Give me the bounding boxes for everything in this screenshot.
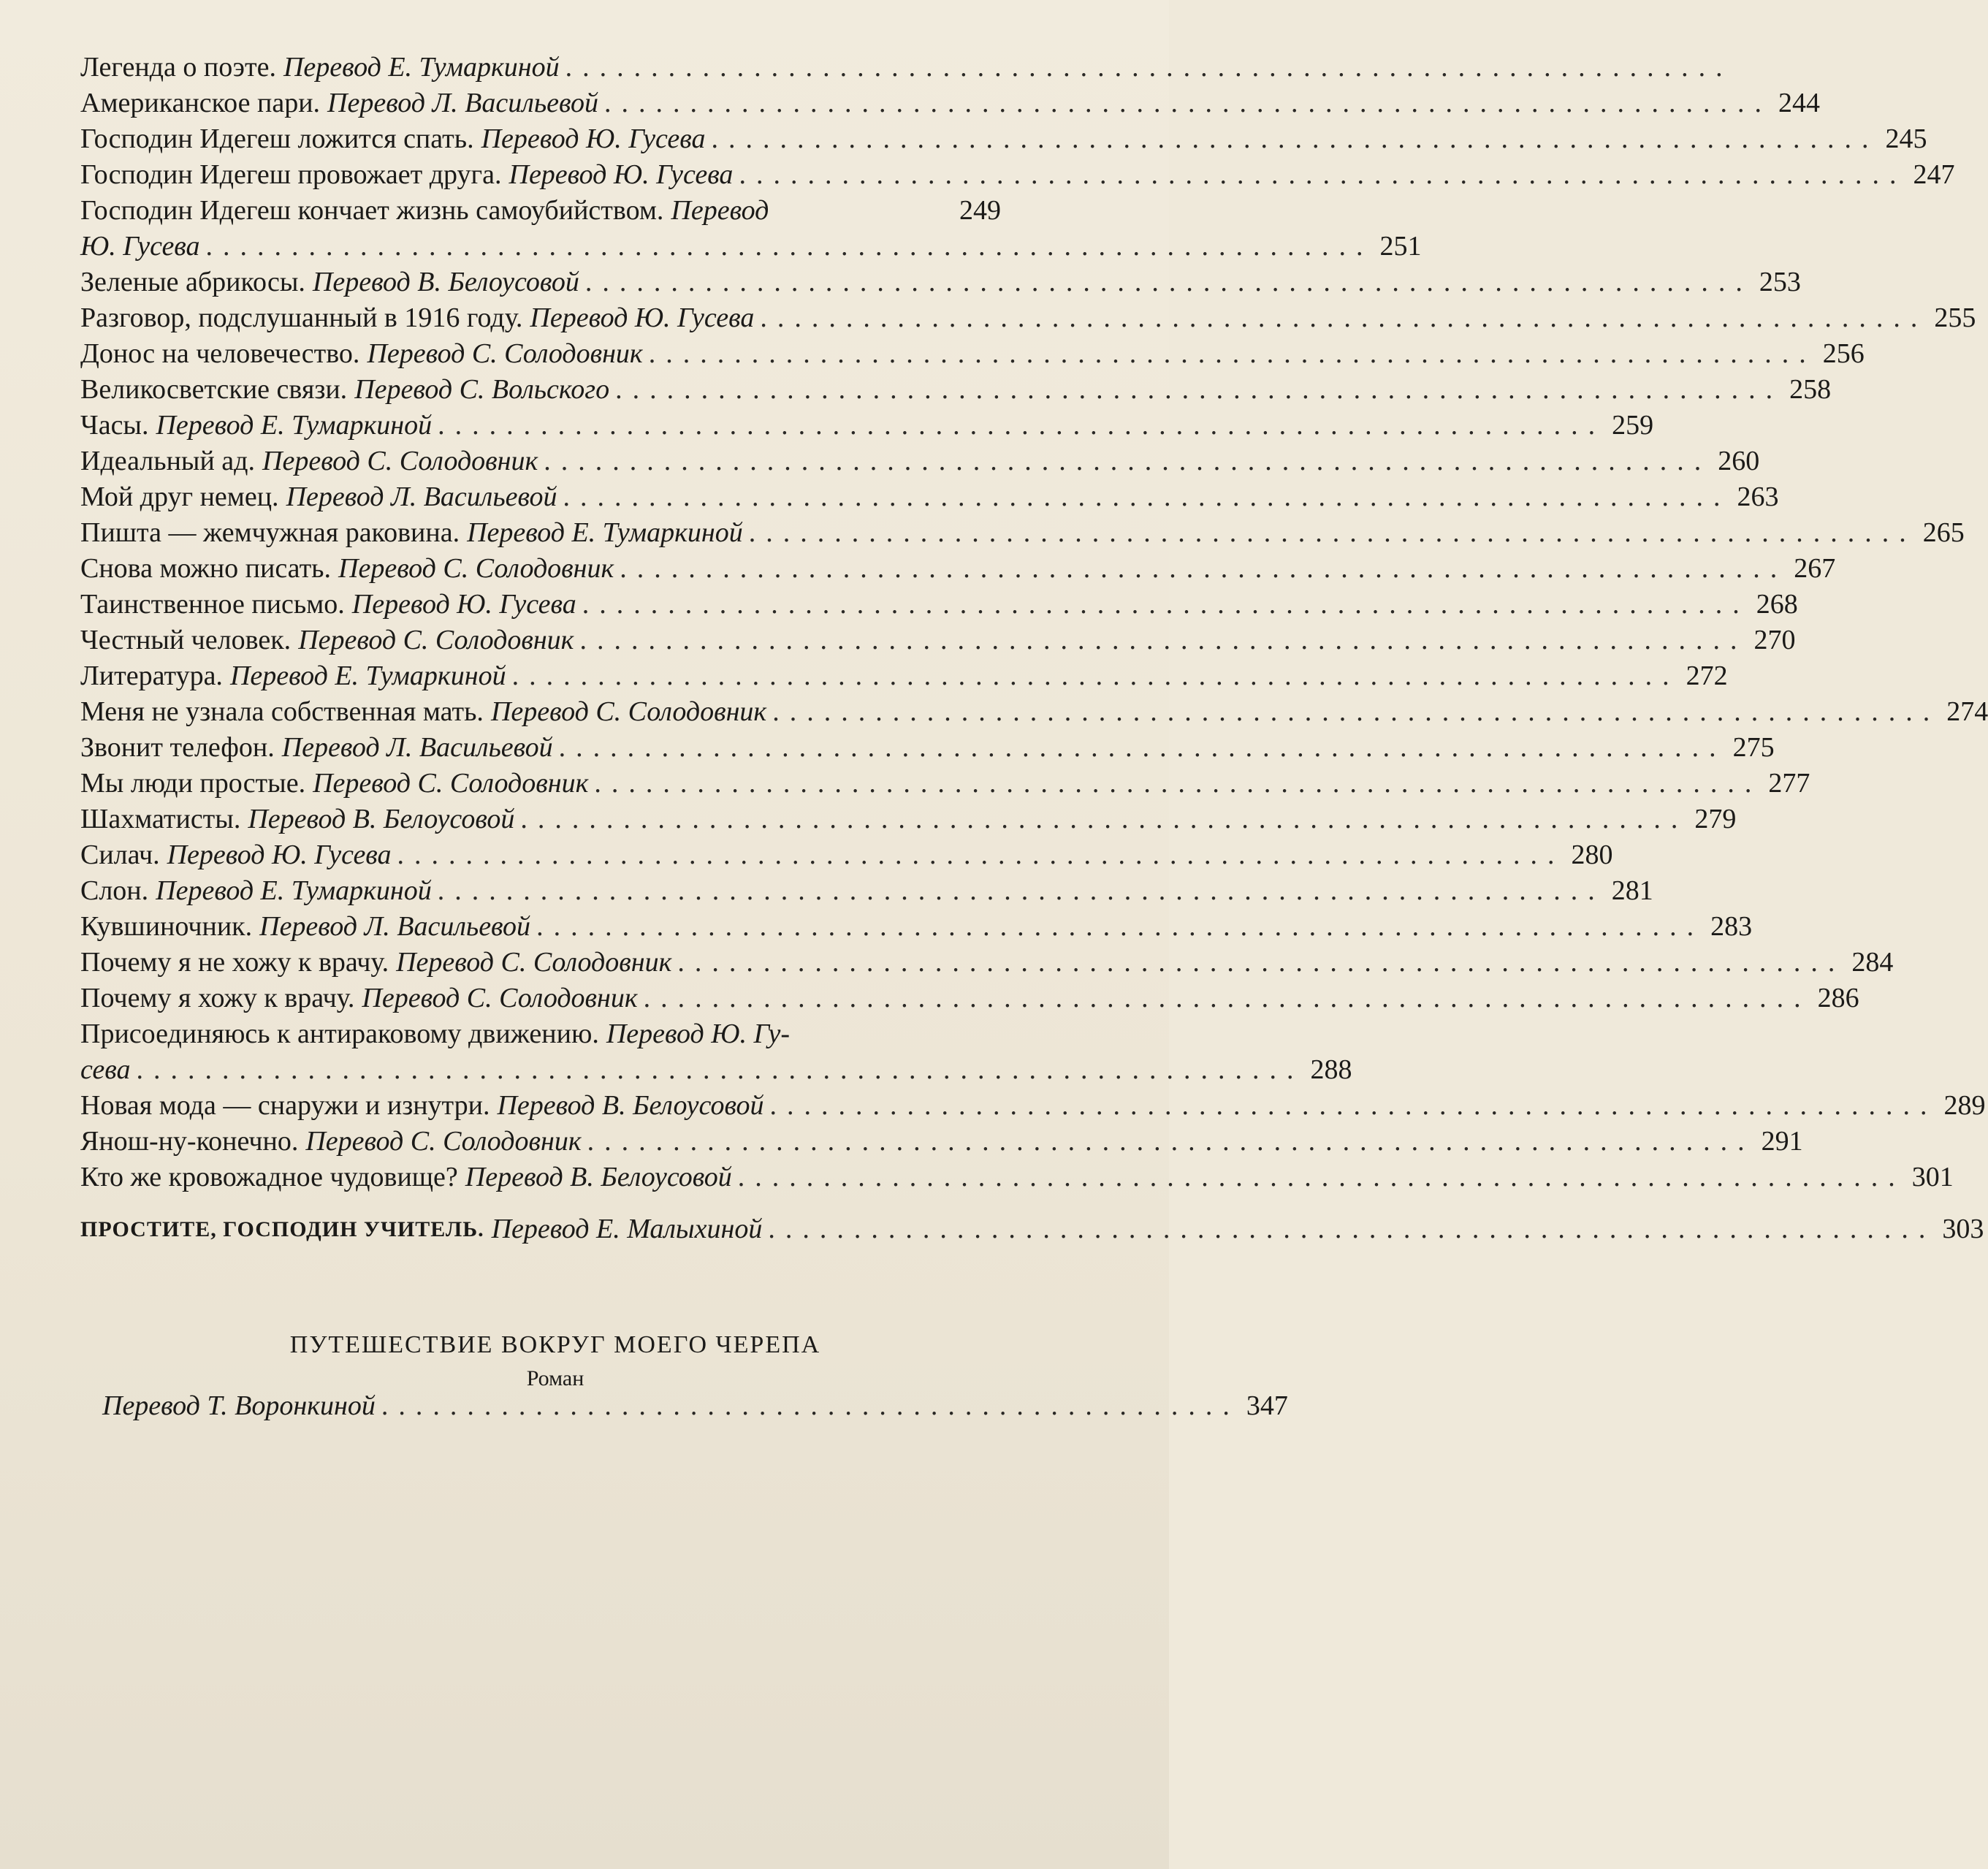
entry-title: Часы. — [80, 410, 149, 441]
section-heading: ПУТЕШЕСТВИЕ ВОКРУГ МОЕГО ЧЕРЕПА — [289, 1331, 821, 1358]
dot-leader: .................................................................... — [563, 481, 1731, 512]
dot-leader: .................................................................... — [397, 840, 1565, 870]
toc-entry — [80, 587, 1798, 623]
entry-page-number: 347 — [1246, 1390, 1288, 1421]
entry-translator: Перевод Ю. Гусева — [530, 302, 755, 333]
entry-translator: Перевод С. Солодовник — [362, 983, 638, 1013]
entry-translator: Перевод Л. Васильевой — [259, 911, 531, 942]
dot-leader: .................................................................... — [579, 625, 1748, 655]
entry-page-number: 265 — [1922, 517, 1965, 548]
dot-leader: .................................................. — [381, 1390, 1240, 1421]
toc-entry — [80, 336, 1865, 372]
entry-title: Почему я хожу к врачу. — [80, 983, 355, 1013]
entry-translator: Перевод — [671, 195, 769, 226]
dot-leader: .................................................................... — [136, 1054, 1304, 1085]
entry-translator: Перевод В. Белоусовой — [312, 267, 579, 297]
entry-title: Таинственное письмо. — [80, 589, 345, 620]
entry-page-number: 247 — [1913, 159, 1955, 190]
toc-entry — [80, 85, 1820, 121]
entry-translator: Перевод Ю. Гусева — [509, 159, 734, 190]
entry-translator: Перевод С. Солодовник — [396, 947, 672, 978]
toc-entry — [80, 837, 1613, 873]
entry-page-number: 244 — [1778, 88, 1820, 118]
entry-title: Господин Идегеш ложится спать. — [80, 123, 474, 154]
toc-entry — [80, 623, 1796, 658]
entry-translator: Перевод Ю. Гу- — [606, 1019, 790, 1049]
entry-translator: Перевод С. Солодовник — [313, 768, 589, 799]
entry-translator: Перевод С. Солодовник — [338, 553, 614, 584]
entry-title: Новая мода — снаружи и изнутри. — [80, 1090, 490, 1121]
entry-page-number: 259 — [1612, 410, 1654, 441]
toc-entry — [80, 1016, 1352, 1088]
toc-entry — [80, 766, 1810, 802]
dot-leader: .................................................................... — [536, 911, 1705, 942]
dot-leader: .................................................................... — [643, 983, 1811, 1013]
entry-translator: Перевод Е. Тумаркиной — [156, 410, 433, 441]
dot-leader: .................................................................... — [615, 374, 1783, 405]
entry-page-number: 255 — [1934, 302, 1976, 333]
dot-leader: .................................................................... — [584, 267, 1753, 297]
entry-translator: Перевод Л. Васильевой — [327, 88, 598, 118]
toc-entry — [80, 730, 1775, 766]
entry-title: Кувшиночник. — [80, 911, 253, 942]
entry-translator: Перевод С. Вольского — [354, 374, 610, 405]
entry-page-number: 284 — [1851, 947, 1894, 978]
entry-page-number: 277 — [1768, 768, 1810, 799]
toc-entry — [80, 157, 1955, 193]
dot-leader: .................................................................... — [587, 1126, 1755, 1157]
entry-translator-continued: Ю. Гусева — [80, 231, 200, 262]
entry-translator: Перевод Т. Воронкиной — [102, 1390, 376, 1421]
entry-page-number: 256 — [1822, 338, 1865, 369]
toc-entry-special — [80, 1211, 1984, 1247]
entry-translator: Перевод Е. Малыхиной — [491, 1214, 763, 1244]
toc-entry — [80, 873, 1653, 909]
toc-entry — [80, 694, 1988, 730]
toc-entry — [80, 193, 1422, 264]
entry-page-number: 245 — [1885, 123, 1927, 154]
entry-title: Мы люди простые. — [80, 768, 306, 799]
entry-page-number: 260 — [1718, 446, 1760, 476]
dot-leader: .................................................................... — [737, 1162, 1905, 1192]
dot-leader: .................................................................... — [648, 338, 1816, 369]
dot-leader: .................................................................... — [769, 1090, 1938, 1121]
entry-translator: Перевод Л. Васильевой — [281, 732, 553, 763]
entry-title: Присоединяюсь к антираковому движению. — [80, 1019, 599, 1049]
entry-title: Разговор, подслушанный в 1916 году. — [80, 302, 523, 333]
entry-page-number: 263 — [1737, 481, 1779, 512]
table-of-contents — [80, 50, 1988, 1247]
entry-translator-continued: сева — [80, 1054, 131, 1085]
entry-title: Американское пари. — [80, 88, 321, 118]
toc-entry — [80, 802, 1737, 837]
dot-leader: .................................................................... — [594, 768, 1762, 799]
entry-page-number: 291 — [1761, 1126, 1803, 1157]
dot-leader: .................................................................... — [520, 804, 1688, 834]
entry-title: Честный человек. — [80, 625, 292, 655]
entry-page-number: 289 — [1943, 1090, 1986, 1121]
entry-title: Господин Идегеш кончает жизнь самоубийством. — [80, 195, 664, 226]
entry-page-number: 258 — [1789, 374, 1832, 405]
entry-translator: Перевод Е. Тумаркиной — [229, 661, 506, 691]
entry-title: Силач. — [80, 840, 160, 870]
entry-title: Зеленые абрикосы. — [80, 267, 305, 297]
entry-page-number: 251 — [1379, 231, 1422, 262]
toc-entry — [80, 300, 1976, 336]
entry-translator: Перевод С. Солодовник — [298, 625, 574, 655]
toc-entry — [80, 444, 1760, 479]
entry-page-number: 279 — [1694, 804, 1737, 834]
toc-entry — [80, 1160, 1954, 1195]
entry-translator: Перевод Ю. Гусева — [351, 589, 576, 620]
entry-translator: Перевод Л. Васильевой — [286, 481, 557, 512]
entry-translator: Перевод В. Белоусовой — [497, 1090, 764, 1121]
dot-leader: .................................................................... — [677, 947, 1846, 978]
dot-leader: .................................................................... — [768, 1214, 1936, 1244]
entry-translator: Перевод Ю. Гусева — [481, 123, 706, 154]
entry-page-number: 288 — [1310, 1054, 1352, 1085]
dot-leader: .................................................................... — [544, 446, 1712, 476]
entry-page-number: 272 — [1686, 661, 1728, 691]
entry-page-number: 274 — [1946, 696, 1988, 727]
entry-title: Господин Идегеш провожает друга. — [80, 159, 502, 190]
entry-translator: Перевод Е. Тумаркиной — [467, 517, 743, 548]
entry-title: Шахматисты. — [80, 804, 241, 834]
entry-title: Великосветские связи. — [80, 374, 348, 405]
dot-leader: .................................................................... — [565, 52, 1733, 83]
entry-translator: Перевод Ю. Гусева — [167, 840, 392, 870]
entry-translator: Перевод Е. Тумаркиной — [156, 875, 432, 906]
toc-entry — [80, 945, 1894, 981]
entry-page-number: 280 — [1571, 840, 1613, 870]
dot-leader: .................................................................... — [772, 696, 1941, 727]
entry-translator: Перевод В. Белоусовой — [465, 1162, 732, 1192]
entry-title: Донос на человечество. — [80, 338, 360, 369]
entry-translator: Перевод С. Солодовник — [367, 338, 643, 369]
entry-page-number: 283 — [1710, 911, 1753, 942]
entry-title: Кто же кровожадное чудовище? — [80, 1162, 458, 1192]
entry-title: Меня не узнала собственная мать. — [80, 696, 484, 727]
toc-entry — [80, 909, 1753, 945]
entry-translator: Перевод Е. Тумаркиной — [283, 52, 560, 83]
toc-entry — [80, 1124, 1803, 1160]
toc-entry — [80, 372, 1832, 408]
entry-title: ПРОСТИТЕ, ГОСПОДИН УЧИТЕЛЬ. — [80, 1217, 484, 1241]
dot-leader: .................................................................... — [760, 302, 1928, 333]
entry-page-number: 268 — [1756, 589, 1798, 620]
dot-leader: .................................................................... — [511, 661, 1680, 691]
entry-title: Мой друг немец. — [80, 481, 279, 512]
entry-title: Литература. — [80, 661, 223, 691]
dot-leader: .................................................................... — [603, 88, 1772, 118]
entry-page-number: 249 — [959, 195, 1001, 226]
entry-translator: Перевод С. Солодовник — [305, 1126, 582, 1157]
dot-leader: .................................................................... — [620, 553, 1788, 584]
dot-leader: .................................................................... — [582, 589, 1750, 620]
entry-title: Янош-ну-конечно. — [80, 1126, 299, 1157]
entry-title: Звонит телефон. — [80, 732, 275, 763]
entry-page-number: 270 — [1753, 625, 1796, 655]
dot-leader: .................................................................... — [739, 159, 1907, 190]
toc-entry — [80, 1088, 1986, 1124]
entry-title: Пишта — жемчужная раковина. — [80, 517, 460, 548]
entry-title: Слон. — [80, 875, 149, 906]
entry-page-number: 303 — [1942, 1214, 1984, 1244]
entry-title: Идеальный ад. — [80, 446, 256, 476]
dot-leader: .................................................................... — [438, 410, 1606, 441]
entry-title: Легенда о поэте. — [80, 52, 276, 83]
entry-page-number: 275 — [1732, 732, 1775, 763]
toc-entry — [80, 981, 1859, 1016]
section-genre: Роман — [526, 1366, 584, 1390]
dot-leader: .................................................................... — [205, 231, 1374, 262]
dot-leader: .................................................................... — [711, 123, 1879, 154]
novel-section — [102, 1328, 1008, 1394]
entry-page-number: 281 — [1611, 875, 1653, 906]
section-translator-entry — [102, 1388, 1288, 1424]
entry-title: Снова можно писать. — [80, 553, 332, 584]
toc-entry — [80, 50, 1733, 85]
dot-leader: .................................................................... — [558, 732, 1726, 763]
toc-entry — [80, 264, 1801, 300]
entry-translator: Перевод С. Солодовник — [490, 696, 767, 727]
entry-translator: Перевод В. Белоусовой — [248, 804, 515, 834]
entry-page-number: 253 — [1759, 267, 1801, 297]
toc-entry — [80, 121, 1927, 157]
entry-page-number: 286 — [1817, 983, 1859, 1013]
toc-entry — [80, 658, 1728, 694]
toc-entry — [80, 515, 1965, 551]
toc-entry — [80, 551, 1836, 587]
dot-leader: .................................................................... — [437, 875, 1605, 906]
entry-title: Почему я не хожу к врачу. — [80, 947, 389, 978]
entry-translator: Перевод С. Солодовник — [262, 446, 538, 476]
toc-entry — [80, 479, 1779, 515]
entry-page-number: 301 — [1911, 1162, 1954, 1192]
entry-page-number: 267 — [1794, 553, 1836, 584]
toc-entry — [80, 408, 1654, 444]
dot-leader: .................................................................... — [748, 517, 1916, 548]
